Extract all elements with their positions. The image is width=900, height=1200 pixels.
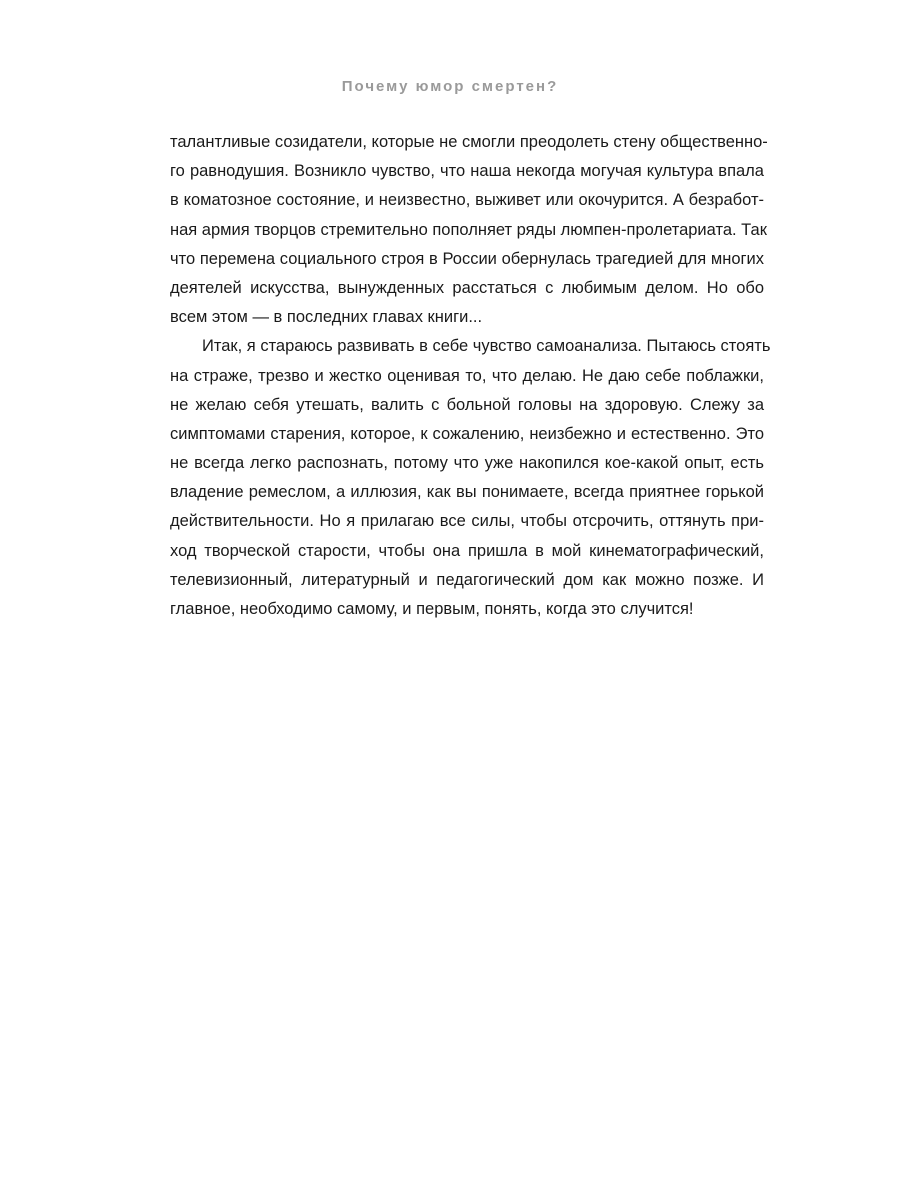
text-line: ход творческой старости, чтобы она пришла в мой кинематографический, <box>170 541 764 560</box>
text-line: не желаю себя утешать, валить с больной головы на здоровую. Слежу за <box>170 395 764 414</box>
text-line: всем этом — в последних главах книги... <box>170 308 483 327</box>
text-line: в коматозное состояние, и неизвестно, выживет или окочурится. А безработ- <box>170 191 764 210</box>
paragraph-1 <box>170 128 768 332</box>
text-line: главное, необходимо самому, и первым, понять, когда это случится! <box>170 600 694 618</box>
paragraph-2 <box>170 332 771 624</box>
text-line: го равнодушия. Возникло чувство, что наша некогда могучая культура впала <box>170 162 764 181</box>
text-line: деятелей искусства, вынужденных расстаться с любимым делом. Но обо <box>170 278 764 297</box>
text-line: что перемена социального строя в России обернулась трагедией для многих <box>170 249 764 268</box>
text-line: Итак, я стараюсь развивать в себе чувство самоанализа. Пытаюсь стоять <box>202 337 771 356</box>
text-line: не всегда легко распознать, потому что уже накопился кое-какой опыт, есть <box>170 454 764 473</box>
text-line: на страже, трезво и жестко оценивая то, что делаю. Не даю себе поблажки, <box>170 366 764 385</box>
body-text <box>170 128 771 624</box>
running-head: Почему юмор смертен? <box>341 78 559 95</box>
text-line: владение ремеслом, а иллюзия, как вы понимаете, всегда приятнее горькой <box>170 483 764 502</box>
text-line: талантливые созидатели, которые не смогли преодолеть стену общественно- <box>170 133 768 151</box>
text-line: действительности. Но я прилагаю все силы, чтобы отсрочить, оттянуть при- <box>170 512 764 531</box>
text-line: симптомами старения, которое, к сожалению, неизбежно и естественно. Это <box>170 424 764 443</box>
text-line: ная армия творцов стремительно пополняет ряды люмпен-пролетариата. Так <box>170 220 767 239</box>
text-line: телевизионный, литературный и педагогический дом как можно позже. И <box>170 570 764 589</box>
